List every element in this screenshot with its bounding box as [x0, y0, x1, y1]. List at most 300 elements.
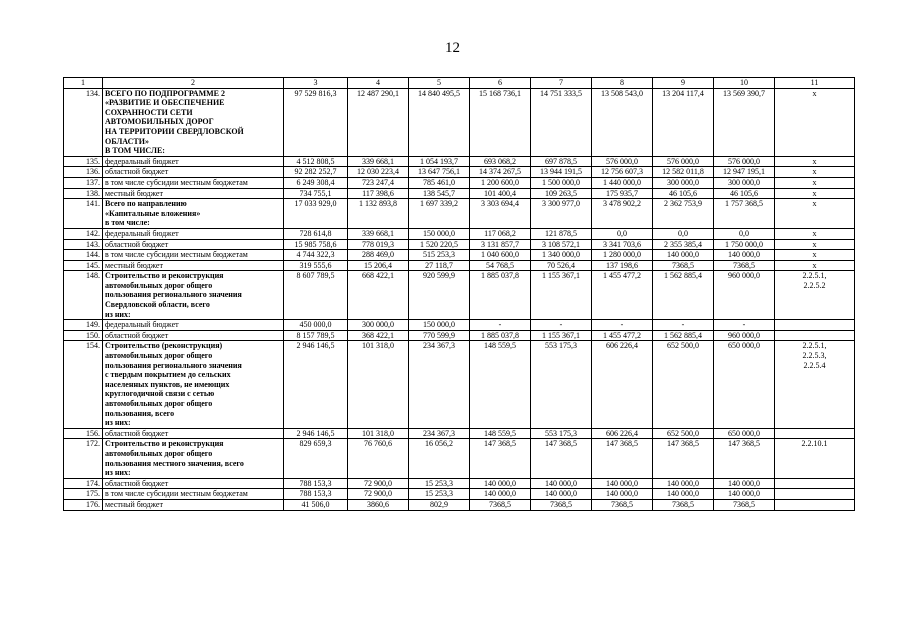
row-number: 174.: [64, 478, 103, 489]
row-number: 137.: [64, 177, 103, 188]
value-cell: 652 500,0: [653, 341, 714, 428]
value-cell: 1 757 368,5: [714, 199, 775, 229]
row-name: [103, 250, 284, 261]
header-cell: 1: [64, 78, 103, 89]
value-cell: 788 153,3: [284, 478, 348, 489]
value-cell: 101 318,0: [348, 341, 409, 428]
value-cell: 3 131 857,7: [470, 239, 531, 250]
row-name: [103, 156, 284, 167]
row-name-line: федеральный бюджет: [105, 228, 179, 238]
value-cell: 13 647 756,1: [409, 167, 470, 178]
reference-cell: [775, 250, 855, 261]
value-cell: 7368,5: [470, 499, 531, 510]
value-cell: 2 355 385,4: [653, 239, 714, 250]
reference-line: 2.2.5.3,: [802, 351, 827, 361]
row-name-line: пользования, всего: [105, 408, 175, 418]
value-cell: 147 368,5: [470, 439, 531, 478]
row-name-line: «Капитальные вложения»: [105, 208, 201, 218]
value-cell: 76 760,6: [348, 439, 409, 478]
reference-cell: [775, 330, 855, 341]
row-name-line: в том числе:: [105, 218, 150, 228]
reference-cell: [775, 239, 855, 250]
value-cell: 3 300 977,0: [531, 199, 592, 229]
reference-cell: [775, 499, 855, 510]
row-name-line: местный бюджет: [105, 499, 163, 509]
value-cell: 14 840 495,5: [409, 88, 470, 156]
reference-cell: [775, 271, 855, 320]
value-cell: 1 520 220,5: [409, 239, 470, 250]
value-cell: 6 249 308,4: [284, 177, 348, 188]
value-cell: 109 263,5: [531, 188, 592, 199]
value-cell: 72 900,0: [348, 489, 409, 500]
reference-cell: [775, 199, 855, 229]
value-cell: 1 885 037,8: [470, 330, 531, 341]
value-cell: 576 000,0: [653, 156, 714, 167]
row-number: 154.: [64, 341, 103, 428]
row-name: [103, 188, 284, 199]
value-cell: 3 303 694,4: [470, 199, 531, 229]
reference-cell: [775, 489, 855, 500]
value-cell: 770 599,9: [409, 330, 470, 341]
value-cell: 70 526,4: [531, 260, 592, 271]
row-name: [103, 260, 284, 271]
value-cell: 92 282 252,7: [284, 167, 348, 178]
value-cell: 778 019,3: [348, 239, 409, 250]
value-cell: 3860,6: [348, 499, 409, 510]
row-name-line: автомобильных дорог общего: [105, 280, 213, 290]
reference-line: х: [812, 260, 817, 270]
reference-cell: [775, 478, 855, 489]
row-name-line: из них:: [105, 309, 131, 319]
row-name-line: Строительство и реконструкция: [105, 439, 224, 449]
value-cell: 3 341 703,6: [592, 239, 653, 250]
value-cell: 138 545,7: [409, 188, 470, 199]
value-cell: 368 422,1: [348, 330, 409, 341]
row-name-line: федеральный бюджет: [105, 156, 179, 166]
value-cell: 1 562 885,4: [653, 271, 714, 320]
value-cell: 234 367,3: [409, 428, 470, 439]
row-number: 145.: [64, 260, 103, 271]
header-cell: 6: [470, 78, 531, 89]
row-name-line: ОБЛАСТИ»: [105, 136, 149, 146]
row-name-line: В ТОМ ЧИСЛЕ:: [105, 146, 165, 156]
value-cell: 148 559,5: [470, 428, 531, 439]
value-cell: 2 946 146,5: [284, 428, 348, 439]
value-cell: -: [531, 320, 592, 331]
row-name: [103, 439, 284, 478]
row-name-line: АВТОМОБИЛЬНЫХ ДОРОГ: [105, 117, 214, 127]
value-cell: 2 946 146,5: [284, 341, 348, 428]
header-cell: 4: [348, 78, 409, 89]
table-row: [64, 478, 855, 489]
value-cell: 12 030 223,4: [348, 167, 409, 178]
row-name: [103, 199, 284, 229]
value-cell: 97 529 816,3: [284, 88, 348, 156]
value-cell: 1 200 600,0: [470, 177, 531, 188]
value-cell: 27 118,7: [409, 260, 470, 271]
budget-table: [63, 77, 855, 511]
row-number: 148.: [64, 271, 103, 320]
row-name: [103, 499, 284, 510]
value-cell: 339 668,1: [348, 228, 409, 239]
value-cell: 0,0: [592, 228, 653, 239]
value-cell: 54 768,5: [470, 260, 531, 271]
value-cell: 140 000,0: [531, 489, 592, 500]
table-body: [64, 78, 855, 511]
value-cell: 72 900,0: [348, 478, 409, 489]
value-cell: 140 000,0: [592, 478, 653, 489]
row-name-line: населенных пунктов, не имеющих: [105, 379, 230, 389]
value-cell: 339 668,1: [348, 156, 409, 167]
row-name-line: автомобильных дорог общего: [105, 448, 213, 458]
value-cell: 576 000,0: [714, 156, 775, 167]
row-name-line: Строительство и реконструкция: [105, 271, 224, 281]
row-name-line: пользования регионального значения: [105, 290, 242, 300]
row-number: 141.: [64, 199, 103, 229]
row-name-line: Свердловской области, всего: [105, 300, 210, 310]
value-cell: 15 206,4: [348, 260, 409, 271]
row-name-line: автомобильных дорог общего: [105, 399, 213, 408]
row-name: [103, 239, 284, 250]
value-cell: -: [714, 320, 775, 331]
reference-line: х: [812, 199, 817, 209]
value-cell: 920 599,9: [409, 271, 470, 320]
value-cell: 553 175,3: [531, 341, 592, 428]
row-number: 144.: [64, 250, 103, 261]
value-cell: 7368,5: [531, 499, 592, 510]
row-number: 156.: [64, 428, 103, 439]
value-cell: 1 750 000,0: [714, 239, 775, 250]
value-cell: 46 105,6: [714, 188, 775, 199]
value-cell: 12 756 607,3: [592, 167, 653, 178]
value-cell: 101 318,0: [348, 428, 409, 439]
value-cell: 553 175,3: [531, 428, 592, 439]
table-row: [64, 250, 855, 261]
reference-line: х: [812, 188, 817, 198]
value-cell: 150 000,0: [409, 228, 470, 239]
row-name-line: Строительство (реконструкция): [105, 341, 223, 351]
value-cell: 802,9: [409, 499, 470, 510]
reference-line: х: [812, 250, 817, 260]
value-cell: 1 132 893,8: [348, 199, 409, 229]
value-cell: 8 607 789,5: [284, 271, 348, 320]
value-cell: 16 056,2: [409, 439, 470, 478]
value-cell: 960 000,0: [714, 271, 775, 320]
value-cell: 14 374 267,5: [470, 167, 531, 178]
value-cell: 1 340 000,0: [531, 250, 592, 261]
row-name-line: круглогодичной связи с сетью: [105, 389, 215, 399]
value-cell: 576 000,0: [592, 156, 653, 167]
value-cell: 450 000,0: [284, 320, 348, 331]
value-cell: 121 878,5: [531, 228, 592, 239]
value-cell: 1 455 477,2: [592, 271, 653, 320]
value-cell: 148 559,5: [470, 341, 531, 428]
value-cell: 14 751 333,5: [531, 88, 592, 156]
table-row: [64, 499, 855, 510]
value-cell: 0,0: [653, 228, 714, 239]
table-row: [64, 88, 855, 156]
table-row: [64, 439, 855, 478]
value-cell: 117 398,6: [348, 188, 409, 199]
value-cell: 140 000,0: [714, 478, 775, 489]
reference-cell: [775, 88, 855, 156]
row-name-line: областной бюджет: [105, 478, 169, 488]
reference-cell: [775, 439, 855, 478]
row-name-line: «РАЗВИТИЕ И ОБЕСПЕЧЕНИЕ: [105, 98, 225, 108]
row-number: 136.: [64, 167, 103, 178]
table-row: [64, 167, 855, 178]
value-cell: 147 368,5: [653, 439, 714, 478]
row-name-line: местный бюджет: [105, 188, 163, 198]
table-row: [64, 177, 855, 188]
reference-cell: [775, 177, 855, 188]
row-name: [103, 177, 284, 188]
header-cell: 5: [409, 78, 470, 89]
row-number: 176.: [64, 499, 103, 510]
row-name: [103, 428, 284, 439]
value-cell: 147 368,5: [531, 439, 592, 478]
value-cell: 728 614,8: [284, 228, 348, 239]
reference-line: 2.2.5.2: [803, 280, 826, 290]
reference-line: х: [812, 177, 817, 187]
value-cell: 150 000,0: [409, 320, 470, 331]
value-cell: 140 000,0: [653, 489, 714, 500]
value-cell: 234 367,3: [409, 341, 470, 428]
value-cell: 12 582 011,8: [653, 167, 714, 178]
value-cell: -: [592, 320, 653, 331]
value-cell: 8 157 789,5: [284, 330, 348, 341]
header-cell: 3: [284, 78, 348, 89]
value-cell: 960 000,0: [714, 330, 775, 341]
value-cell: 1 500 000,0: [531, 177, 592, 188]
value-cell: 15 253,3: [409, 478, 470, 489]
row-number: 143.: [64, 239, 103, 250]
row-name-line: областной бюджет: [105, 167, 169, 177]
row-name: [103, 489, 284, 500]
table-row: [64, 428, 855, 439]
value-cell: 101 400,4: [470, 188, 531, 199]
row-number: 175.: [64, 489, 103, 500]
row-name: [103, 341, 284, 428]
value-cell: 1 040 600,0: [470, 250, 531, 261]
reference-line: 2.2.5.1,: [802, 341, 827, 351]
table-row: [64, 271, 855, 320]
reference-cell: [775, 341, 855, 428]
header-cell: 2: [103, 78, 284, 89]
row-name-line: Всего по направлению: [105, 199, 187, 209]
row-name: [103, 320, 284, 331]
value-cell: 15 253,3: [409, 489, 470, 500]
row-number: 134.: [64, 88, 103, 156]
reference-cell: [775, 156, 855, 167]
row-number: 149.: [64, 320, 103, 331]
row-name: [103, 167, 284, 178]
value-cell: 7368,5: [592, 499, 653, 510]
table-row: [64, 341, 855, 428]
value-cell: 1 280 000,0: [592, 250, 653, 261]
value-cell: 829 659,3: [284, 439, 348, 478]
row-name-line: СОХРАННОСТИ СЕТИ: [105, 107, 193, 117]
value-cell: 1 562 885,4: [653, 330, 714, 341]
value-cell: 652 500,0: [653, 428, 714, 439]
row-number: 135.: [64, 156, 103, 167]
row-name-line: в том числе субсидии местным бюджетам: [105, 177, 248, 187]
row-name-line: областной бюджет: [105, 239, 169, 249]
value-cell: 785 461,0: [409, 177, 470, 188]
value-cell: -: [653, 320, 714, 331]
value-cell: 1 455 477,2: [592, 330, 653, 341]
value-cell: 606 226,4: [592, 428, 653, 439]
row-name-line: областной бюджет: [105, 428, 169, 438]
value-cell: 7368,5: [714, 499, 775, 510]
row-name: [103, 271, 284, 320]
value-cell: 606 226,4: [592, 341, 653, 428]
header-cell: 8: [592, 78, 653, 89]
header-cell: 11: [775, 78, 855, 89]
value-cell: 1 440 000,0: [592, 177, 653, 188]
value-cell: 137 198,6: [592, 260, 653, 271]
table-row: [64, 199, 855, 229]
reference-line: х: [812, 228, 817, 238]
reference-cell: [775, 428, 855, 439]
value-cell: 515 253,3: [409, 250, 470, 261]
value-cell: 7368,5: [714, 260, 775, 271]
value-cell: 300 000,0: [653, 177, 714, 188]
value-cell: 140 000,0: [714, 250, 775, 261]
reference-line: х: [812, 167, 817, 177]
table-row: [64, 320, 855, 331]
value-cell: 734 755,1: [284, 188, 348, 199]
value-cell: -: [470, 320, 531, 331]
value-cell: 1 155 367,1: [531, 330, 592, 341]
table-row: [64, 239, 855, 250]
value-cell: 300 000,0: [714, 177, 775, 188]
value-cell: 3 478 902,2: [592, 199, 653, 229]
header-cell: 7: [531, 78, 592, 89]
value-cell: 140 000,0: [653, 478, 714, 489]
reference-line: х: [812, 88, 817, 98]
page-number: 12: [445, 40, 460, 56]
value-cell: 288 469,0: [348, 250, 409, 261]
value-cell: 13 569 390,7: [714, 88, 775, 156]
row-name-line: пользования местного значения, всего: [105, 458, 244, 468]
row-name: [103, 88, 284, 156]
row-name-line: ВСЕГО ПО ПОДПРОГРАММЕ 2: [105, 88, 226, 98]
value-cell: 140 000,0: [531, 478, 592, 489]
value-cell: 788 153,3: [284, 489, 348, 500]
row-name-line: с твердым покрытием до сельских: [105, 370, 231, 380]
reference-line: 2.2.5.4: [803, 360, 826, 370]
row-number: 150.: [64, 330, 103, 341]
value-cell: 650 000,0: [714, 428, 775, 439]
row-name: [103, 228, 284, 239]
value-cell: 723 247,4: [348, 177, 409, 188]
row-number: 142.: [64, 228, 103, 239]
value-cell: 319 555,6: [284, 260, 348, 271]
value-cell: 46 105,6: [653, 188, 714, 199]
value-cell: 175 935,7: [592, 188, 653, 199]
reference-line: х: [812, 239, 817, 249]
value-cell: 4 512 808,5: [284, 156, 348, 167]
value-cell: 1 885 037,8: [470, 271, 531, 320]
row-number: 172.: [64, 439, 103, 478]
row-name-line: местный бюджет: [105, 260, 163, 270]
value-cell: 300 000,0: [348, 320, 409, 331]
header-cell: 10: [714, 78, 775, 89]
value-cell: 13 204 117,4: [653, 88, 714, 156]
header-cell: 9: [653, 78, 714, 89]
value-cell: 13 508 543,0: [592, 88, 653, 156]
row-name-line: областной бюджет: [105, 330, 169, 340]
value-cell: 147 368,5: [714, 439, 775, 478]
row-name-line: НА ТЕРРИТОРИИ СВЕРДЛОВСКОЙ: [105, 126, 244, 136]
reference-cell: [775, 228, 855, 239]
value-cell: 15 985 758,6: [284, 239, 348, 250]
row-name-line: автомобильных дорог общего: [105, 351, 213, 361]
reference-line: х: [812, 156, 817, 166]
table-row: [64, 489, 855, 500]
reference-cell: [775, 188, 855, 199]
reference-line: 2.2.5.1,: [802, 271, 827, 281]
value-cell: 697 878,5: [531, 156, 592, 167]
reference-cell: [775, 260, 855, 271]
value-cell: 41 506,0: [284, 499, 348, 510]
row-name-line: в том числе субсидии местным бюджетам: [105, 250, 248, 260]
table-row: [64, 188, 855, 199]
value-cell: 693 068,2: [470, 156, 531, 167]
value-cell: 12 487 290,1: [348, 88, 409, 156]
value-cell: 140 000,0: [470, 489, 531, 500]
value-cell: 140 000,0: [592, 489, 653, 500]
value-cell: 15 168 736,1: [470, 88, 531, 156]
value-cell: 140 000,0: [470, 478, 531, 489]
value-cell: 147 368,5: [592, 439, 653, 478]
row-name-line: в том числе субсидии местным бюджетам: [105, 489, 248, 499]
value-cell: 0,0: [714, 228, 775, 239]
value-cell: 2 362 753,9: [653, 199, 714, 229]
value-cell: 1 155 367,1: [531, 271, 592, 320]
value-cell: 12 947 195,1: [714, 167, 775, 178]
value-cell: 3 108 572,1: [531, 239, 592, 250]
table-row: [64, 260, 855, 271]
row-name: [103, 330, 284, 341]
row-number: 138.: [64, 188, 103, 199]
value-cell: 140 000,0: [653, 250, 714, 261]
value-cell: 13 944 191,5: [531, 167, 592, 178]
value-cell: 140 000,0: [714, 489, 775, 500]
value-cell: 4 744 322,3: [284, 250, 348, 261]
row-name-line: пользования регионального значения: [105, 360, 242, 370]
row-name-line: из них:: [105, 468, 131, 478]
value-cell: 1 054 193,7: [409, 156, 470, 167]
value-cell: 668 422,1: [348, 271, 409, 320]
row-name-line: федеральный бюджет: [105, 320, 179, 330]
table-row: [64, 330, 855, 341]
row-name: [103, 478, 284, 489]
table-row: [64, 228, 855, 239]
value-cell: 17 033 929,0: [284, 199, 348, 229]
value-cell: 1 697 339,2: [409, 199, 470, 229]
value-cell: 7368,5: [653, 499, 714, 510]
reference-cell: [775, 320, 855, 331]
header-row: [64, 78, 855, 89]
reference-line: 2.2.10.1: [801, 439, 828, 449]
value-cell: 117 068,2: [470, 228, 531, 239]
value-cell: 650 000,0: [714, 341, 775, 428]
row-name-line: из них:: [105, 418, 131, 428]
reference-cell: [775, 167, 855, 178]
value-cell: 7368,5: [653, 260, 714, 271]
